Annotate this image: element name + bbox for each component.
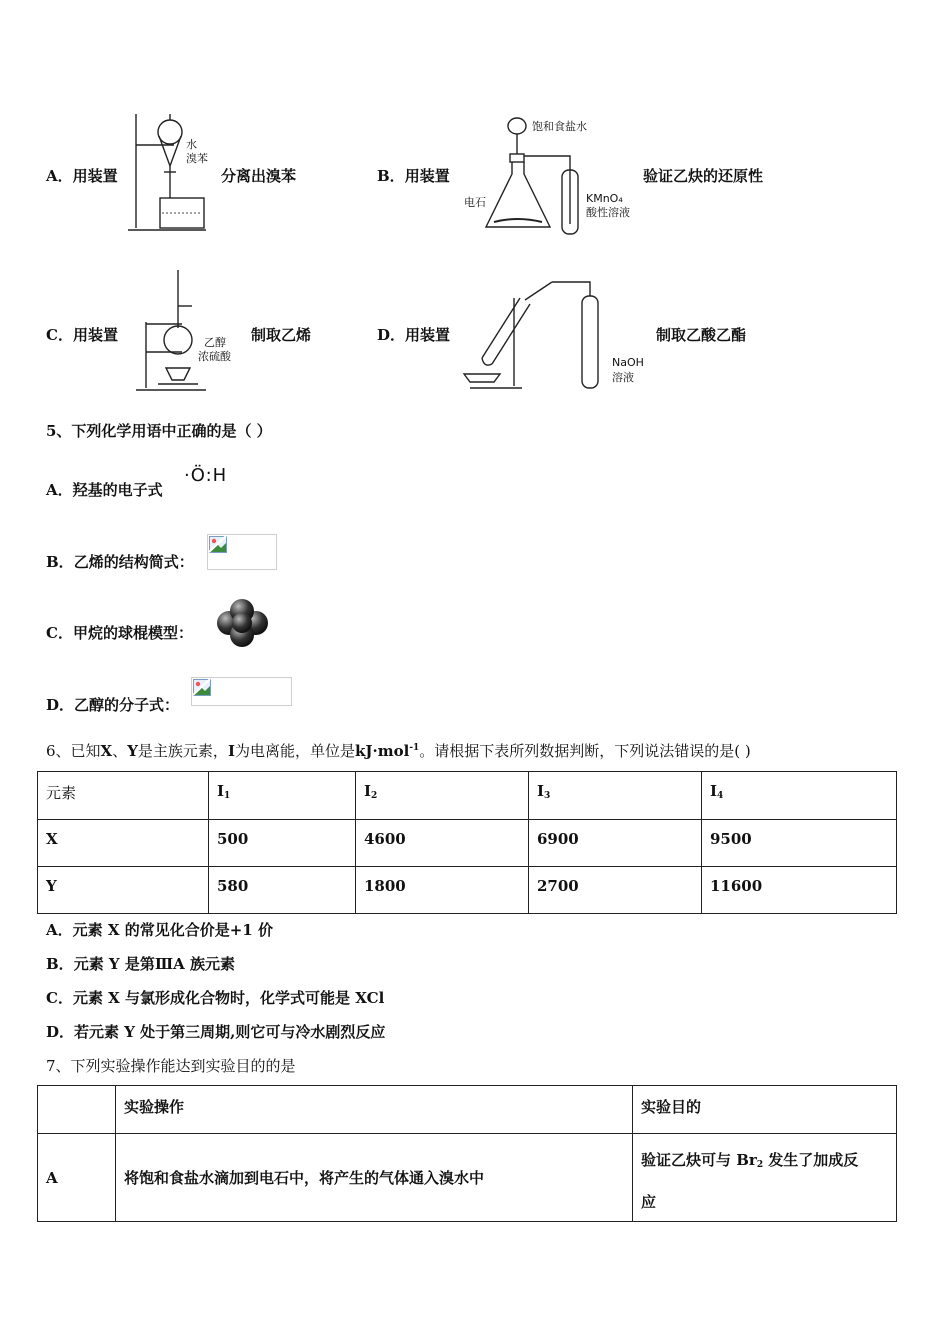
row-operation: 将饱和食盐水滴加到电石中，将产生的气体通入溴水中 xyxy=(116,1134,633,1222)
q6-option-d: D．若元素 Y 处于第三周期,则它可与冷水剧烈反应 xyxy=(46,1023,386,1041)
label-sulfuric-acid: 浓硫酸 xyxy=(198,350,231,363)
table-header-cell: 元素 xyxy=(38,772,209,820)
q4-option-d-suffix: 制取乙酸乙酯 xyxy=(656,326,747,344)
label-solution: 溶液 xyxy=(612,371,634,384)
label-water: 水 xyxy=(186,138,197,151)
q4-option-b xyxy=(377,165,450,186)
ethylene-apparatus xyxy=(130,266,250,394)
broken-image-icon xyxy=(209,536,227,553)
option-letter: C． xyxy=(46,624,73,642)
q5-option-c xyxy=(46,622,193,643)
option-letter: D． xyxy=(377,326,406,344)
header-purpose: 实验目的 xyxy=(633,1086,897,1134)
option-prefix: 用装置 xyxy=(72,326,118,344)
q4-option-b-suffix: 验证乙炔的还原性 xyxy=(643,167,764,185)
label-naoh: NaOH xyxy=(612,356,644,369)
q7-stem: 7、下列实验操作能达到实验目的的是 xyxy=(46,1057,296,1075)
option-letter: B． xyxy=(377,167,405,185)
option-letter: B． xyxy=(46,553,74,571)
table-header-cell: $I_4$ xyxy=(702,772,897,820)
option-letter: A． xyxy=(46,167,73,185)
table-row: X 500 4600 6900 9500 xyxy=(38,820,897,867)
option-prefix: 用装置 xyxy=(405,326,451,344)
ionization-energy-table xyxy=(37,771,897,914)
acetylene-apparatus xyxy=(462,112,642,242)
ethyl-acetate-apparatus xyxy=(462,278,662,398)
label-brine: 饱和食盐水 xyxy=(532,120,587,133)
q4-option-a xyxy=(46,165,118,186)
methane-ball-model xyxy=(216,599,272,649)
row-purpose: 验证乙炔可与 $Br_2$ 发生了加成反 应 xyxy=(633,1134,897,1222)
table-row xyxy=(38,1134,897,1222)
table-header-cell: $I_2$ xyxy=(356,772,529,820)
broken-image-icon xyxy=(193,679,211,696)
header-operation: 实验操作 xyxy=(116,1086,633,1134)
option-letter: C． xyxy=(46,326,73,344)
q6-option-c: C．元素 X 与氯形成化合物时，化学式可能是 XCl xyxy=(46,989,385,1007)
label-bromobenzene: 溴苯 xyxy=(186,152,208,165)
table-header-row xyxy=(38,1086,897,1134)
q4-option-c-suffix: 制取乙烯 xyxy=(251,326,312,344)
table-header-cell: $I_1$ xyxy=(209,772,356,820)
label-kmno4: KMnO₄ xyxy=(586,192,623,205)
q5-option-d xyxy=(46,694,179,715)
label-ethanol: 乙醇 xyxy=(204,336,226,349)
table-header-cell: $I_3$ xyxy=(529,772,702,820)
experiment-table xyxy=(37,1085,897,1222)
q5-option-a xyxy=(46,479,163,500)
label-acidic-solution: 酸性溶液 xyxy=(586,206,630,219)
option-text: 乙烯的结构简式： xyxy=(73,553,194,571)
option-text: 羟基的电子式 xyxy=(72,481,163,499)
option-letter: D． xyxy=(46,696,75,714)
option-prefix: 用装置 xyxy=(72,167,118,185)
q5-option-b xyxy=(46,551,194,572)
q6-stem: 6、已知X、Y是主族元素，I为电离能，单位是kJ·mol$^{-1}$。请根据下表所列数据判断，下列说法错误的是( ) xyxy=(46,742,751,760)
table-row: Y 580 1800 2700 11600 xyxy=(38,867,897,914)
q4-option-c xyxy=(46,324,118,345)
table-header-row xyxy=(38,772,897,820)
row-label: A xyxy=(38,1134,116,1222)
option-text: 乙醇的分子式： xyxy=(74,696,180,714)
ethylene-structure-image xyxy=(207,534,277,570)
q6-option-a: A．元素 X 的常见化合价是+1 价 xyxy=(46,921,273,939)
option-text: 甲烷的球棍模型： xyxy=(72,624,193,642)
label-calcium-carbide: 电石 xyxy=(464,196,486,209)
q6-option-b: B．元素 Y 是第ⅢA 族元素 xyxy=(46,955,235,973)
separatory-funnel-apparatus xyxy=(126,110,216,238)
q4-option-a-suffix: 分离出溴苯 xyxy=(221,167,297,185)
q5-stem: 5、下列化学用语中正确的是（ ） xyxy=(46,422,272,440)
ethanol-formula-image xyxy=(191,677,292,706)
q4-option-d xyxy=(377,324,450,345)
option-letter: A． xyxy=(46,481,73,499)
option-prefix: 用装置 xyxy=(404,167,450,185)
hydroxyl-electron-formula: ·Ö:H xyxy=(184,465,228,486)
